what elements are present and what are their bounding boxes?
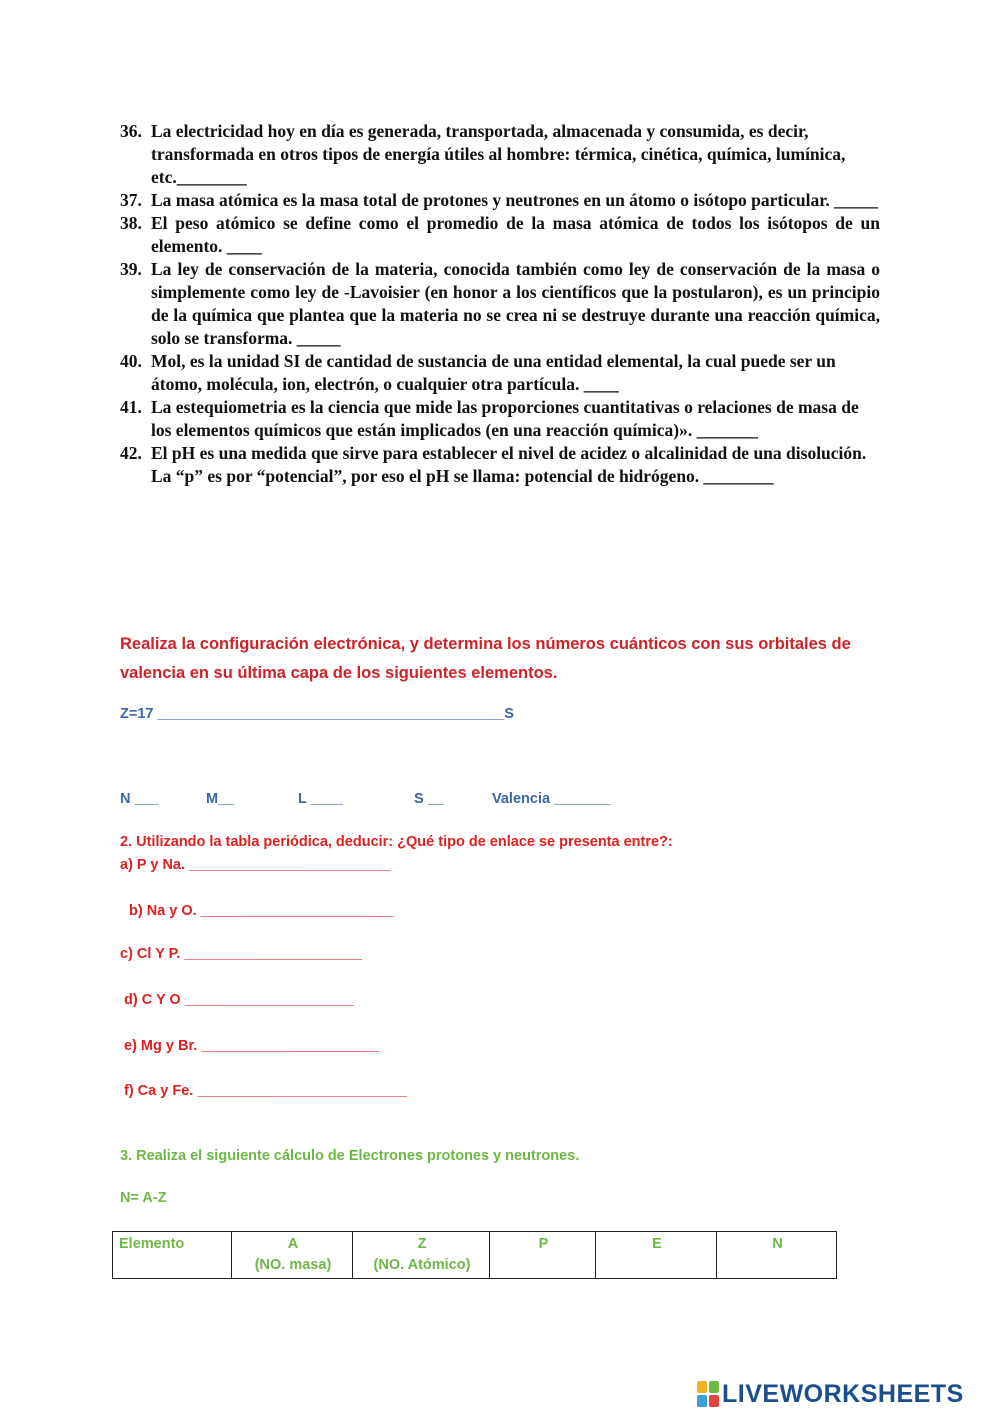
- valencia-field[interactable]: Valencia _______: [492, 791, 611, 807]
- bond-answer-c[interactable]: c) Cl Y P. ______________________: [120, 946, 362, 962]
- header-p: P: [490, 1232, 596, 1279]
- question-number: 42.: [120, 443, 142, 463]
- quantum-n-field[interactable]: N ___: [120, 791, 159, 807]
- question-42: [120, 442, 880, 488]
- section1-instruction: Realiza la configuración electrónica, y determina los números cuánticos con sus orbitales de valencia en su última capa de los siguientes elementos.: [120, 635, 851, 682]
- quantum-l-field[interactable]: L ____: [298, 791, 343, 807]
- question-list: [120, 120, 880, 488]
- question-36: [120, 120, 880, 189]
- question-37: [120, 189, 880, 212]
- question-39: [120, 258, 880, 350]
- liveworksheets-logo[interactable]: [697, 1378, 964, 1410]
- question-40: [120, 350, 880, 396]
- logo-square-3: [697, 1395, 707, 1407]
- question-text: La masa atómica es la masa total de protones y neutrones en un átomo o isótopo particular. _____: [151, 190, 878, 210]
- logo-text: LIVEWORKSHEETS: [722, 1379, 964, 1408]
- question-text: La ley de conservación de la materia, conocida también como ley de conservación de la masa o simplemente como ley de -Lavoisier (en honor a los científicos que la postularon), es un principio de la química que plantea que la materia no se crea ni se destruye durante una reacción química, solo se transforma. _____: [151, 259, 880, 348]
- bond-answer-e[interactable]: e) Mg y Br. ______________________: [124, 1038, 379, 1054]
- logo-square-4: [709, 1395, 719, 1407]
- header-z-sub: (NO. Atómico): [373, 1257, 471, 1273]
- header-z-label: Z: [417, 1236, 427, 1252]
- table-header-row: [113, 1232, 837, 1279]
- question-text: El peso atómico se define como el promedio de la masa atómica de todos los isótopos de un elemento. ____: [151, 213, 880, 256]
- bond-answer-b[interactable]: b) Na y O. ________________________: [129, 903, 395, 919]
- header-n: N: [717, 1232, 837, 1279]
- neutron-formula: N= A-Z: [120, 1190, 167, 1206]
- question-text: Mol, es la unidad SI de cantidad de sustancia de una entidad elemental, la cual puede ser un átomo, molécula, ion, electrón, o cualquier otra partícula. ____: [151, 351, 836, 394]
- bond-answer-d[interactable]: d) C Y O _____________________: [124, 992, 355, 1008]
- logo-icon: [697, 1381, 719, 1407]
- bond-answer-a[interactable]: a) P y Na. _________________________: [120, 857, 391, 873]
- question-38: [120, 212, 880, 258]
- header-e: E: [596, 1232, 717, 1279]
- question-text: La electricidad hoy en día es generada, transportada, almacenada y consumida, es decir, transformada en otros tipos de energía útiles al hombre: térmica, cinética, química, lumínica, etc.________: [151, 121, 846, 187]
- calculation-table: [112, 1231, 837, 1279]
- question-number: 38.: [120, 213, 142, 233]
- section2-title: 2. Utilizando la tabla periódica, deducir: ¿Qué tipo de enlace se presenta entre?:: [120, 834, 673, 850]
- header-elemento: Elemento: [113, 1232, 232, 1279]
- header-a: [232, 1232, 353, 1279]
- quantum-s-field[interactable]: S __: [414, 791, 444, 807]
- header-z: [353, 1232, 490, 1279]
- bond-answer-f[interactable]: f) Ca y Fe. __________________________: [124, 1083, 407, 1099]
- header-a-label: A: [287, 1236, 299, 1252]
- question-number: 40.: [120, 351, 142, 371]
- question-number: 36.: [120, 121, 142, 141]
- z17-answer-line[interactable]: Z=17 ___________________________________________S: [120, 706, 514, 722]
- question-41: [120, 396, 880, 442]
- logo-square-1: [697, 1381, 707, 1393]
- question-number: 37.: [120, 190, 142, 210]
- question-text: El pH es una medida que sirve para establecer el nivel de acidez o alcalinidad de una disolución. La “p” es por “potencial”, por eso el pH se llama: potencial de hidrógeno. ________: [151, 443, 867, 486]
- quantum-m-field[interactable]: M__: [206, 791, 235, 807]
- question-number: 41.: [120, 397, 142, 417]
- section3-title: 3. Realiza el siguiente cálculo de Electrones protones y neutrones.: [120, 1148, 580, 1164]
- logo-square-2: [709, 1381, 719, 1393]
- header-a-sub: (NO. masa): [254, 1257, 332, 1273]
- question-text: La estequiometria es la ciencia que mide las proporciones cuantitativas o relaciones de masa de los elementos químicos que están implicados (en una reacción química)». _______: [151, 397, 859, 440]
- question-number: 39.: [120, 259, 142, 279]
